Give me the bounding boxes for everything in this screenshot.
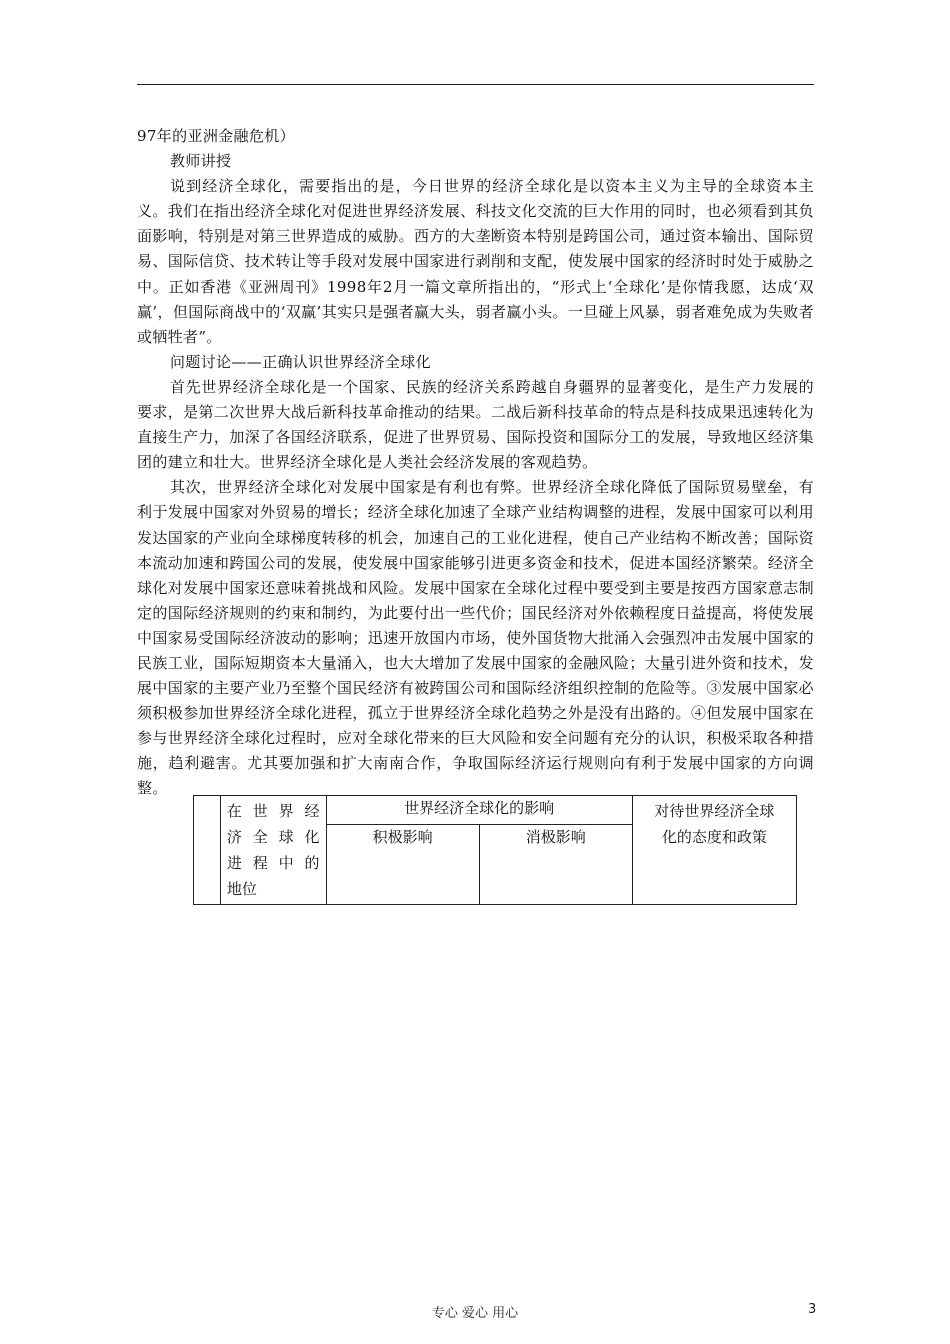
- page-number: 3: [808, 1302, 817, 1317]
- paragraph-second-point: 其次，世界经济全球化对发展中国家是有利也有弊。世界经济全球化降低了国际贸易壁垒，有利于发展中国家对外贸易的增长；经济全球化加速了全球产业结构调整的进程，发展中国家可以利用发达国家的产业向全球梯度转移的机会，加速自己的工业化进程，使自己产业结构不断改善；国际资本流动加速和跨国公司的发展，使发展中国家能够引进更多资金和技术，促进本国经济繁荣。经济全球化对发展中国家还意味着挑战和风险。发展中国家在全球化过程中要受到主要是按西方国家意志制定的国际经济规则的约束和制约，为此要付出一些代价；国民经济对外依赖程度日益提高，将使发展中国家易受国际经济波动的影响；迅速开放国内市场，使外国货物大批涌入会强烈冲击发展中国家的民族工业，国际短期资本大量涌入，也大大增加了发展中国家的金融风险；大量引进外资和技术，发展中国家的主要产业乃至整个国民经济有被跨国公司和国际经济组织控制的危险等。③发展中国家必须积极参加世界经济全球化进程，孤立于世界经济全球化趋势之外是没有出路的。④但发展中国家在参与世界经济全球化过程时，应对全球化带来的巨大风险和安全问题有充分的认识，积极采取各种措施，趋利避害。尤其要加强和扩大南南合作，争取国际经济运行规则向有利于发展中国家的方向调整。: [137, 478, 814, 798]
- positive-label: 积极影响: [372, 828, 433, 847]
- paragraph-continuation: 97年的亚洲金融危机）: [137, 127, 295, 145]
- table-positive-cell: [326, 825, 479, 905]
- status-line: 进程中的: [226, 854, 320, 872]
- table-negative-cell: [479, 825, 632, 905]
- paragraph-first-point: 首先世界经济全球化是一个国家、民族的经济关系跨越自身疆界的显著变化，是生产力发展的要求，是第二次世界大战后新科技革命推动的结果。二战后新科技革命的特点是科技成果迅速转化为直接生产力，加深了各国经济联系，促进了世界贸易、国际投资和国际分工的发展，导致地区经济集团的建立和壮大。世界经济全球化是人类社会经济发展的客观趋势。: [137, 377, 814, 472]
- section-heading-teacher-lecture: 教师讲授: [170, 152, 232, 171]
- globalization-table: [193, 795, 797, 905]
- document-body: [137, 124, 814, 802]
- paragraph-capitalism: 说到经济全球化，需要指出的是，今日世界的经济全球化是以资本主义为主导的全球资本主义。我们在指出经济全球化对促进世界经济发展、科技文化交流的巨大作用的同时，也必须看到其负面影响，特别是对第三世界造成的威胁。西方的大垄断资本特别是跨国公司，通过资本输出、国际贸易、国际信贷、技术转让等手段对发展中国家进行剥削和支配，使发展中国家的经济时时处于威胁之中。正如香港《亚洲周刊》1998年2月一篇文章所指出的，“形式上‘全球化’是你情我愿，达成‘双赢’，但国际商战中的‘双赢’其实只是强者赢大头，弱者赢小头。一旦碰上风暴，弱者难免成为失败者或牺牲者”。: [137, 177, 814, 346]
- table-impact-header: 世界经济全球化的影响: [326, 796, 632, 825]
- policy-line: 化的态度和政策: [661, 828, 767, 846]
- table-policy-cell: [632, 796, 796, 905]
- table-blank-cell: [194, 796, 221, 905]
- footer-motto: 专心 爱心 用心: [431, 1306, 519, 1321]
- policy-line: 对待世界经济全球: [654, 802, 775, 820]
- header-rule: [137, 84, 814, 85]
- table-status-cell: [220, 796, 326, 905]
- status-line: 济全球化: [226, 828, 320, 846]
- negative-label: 消极影响: [525, 828, 586, 847]
- status-line: 在世界经: [226, 802, 320, 820]
- section-heading-discussion: 问题讨论——正确认识世界经济全球化: [170, 352, 431, 371]
- status-line: 地位: [226, 880, 257, 898]
